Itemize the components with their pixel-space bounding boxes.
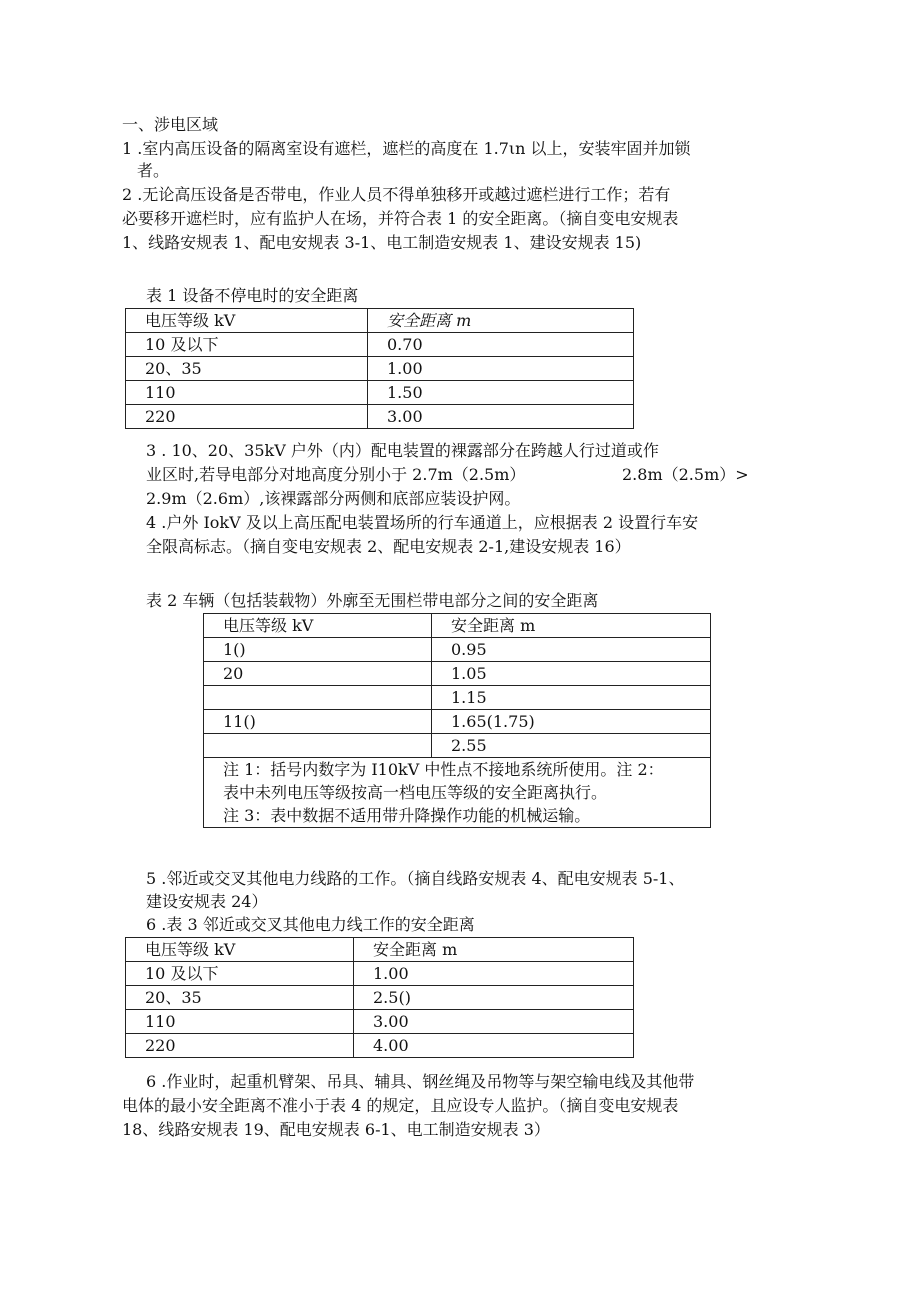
cell-voltage: 1() xyxy=(204,638,432,662)
header-distance: 安全距离 m xyxy=(432,614,711,638)
cell-voltage: 220 xyxy=(126,405,368,429)
table-header-row xyxy=(204,614,711,638)
table2 xyxy=(203,613,711,828)
item5-line1: 5 .邻近或交叉其他电力线路的工作。（摘自线路安规表 4、配电安规表 5-1、 xyxy=(146,869,685,888)
table-row xyxy=(126,333,634,357)
section-title: 一、涉电区域 xyxy=(122,115,219,134)
cell-voltage: 10 及以下 xyxy=(126,962,354,986)
cell-distance: 1.05 xyxy=(432,662,711,686)
table3-caption: 6 .表 3 邻近或交叉其他电力线工作的安全距离 xyxy=(146,915,475,934)
item4-line1: 4 .户外 IokV 及以上高压配电装置场所的行车通道上，应根据表 2 设置行车安 xyxy=(146,513,699,532)
cell-distance: 1.15 xyxy=(432,686,711,710)
table-row xyxy=(204,638,711,662)
table-notes-row xyxy=(204,758,711,828)
cell-distance: 2.55 xyxy=(432,734,711,758)
cell-voltage xyxy=(204,686,432,710)
table-row xyxy=(204,734,711,758)
table-row xyxy=(126,357,634,381)
item4-line2: 全限高标志。（摘自变电安规表 2、配电安规表 2-1,建设安规表 16） xyxy=(146,537,631,556)
item3-line1: 3 . 10、20、35kV 户外（内）配电装置的裸露部分在跨越人行过道或作 xyxy=(146,441,659,460)
item3-line2a: 业区时,若导电部分对地高度分别小于 2.7m（2.5m） xyxy=(146,465,526,484)
cell-distance: 3.00 xyxy=(368,405,634,429)
table-row xyxy=(126,381,634,405)
cell-distance: 1.65(1.75) xyxy=(432,710,711,734)
table-row xyxy=(126,1034,634,1058)
item1-line1: 1 .室内高压设备的隔离室设有遮栏，遮栏的高度在 1.7ιn 以上，安装牢固并加锁 xyxy=(122,139,691,158)
cell-voltage: 10 及以下 xyxy=(126,333,368,357)
item5-line2: 建设安规表 24） xyxy=(146,892,268,911)
cell-voltage: 110 xyxy=(126,1010,354,1034)
table-header-row xyxy=(126,309,634,333)
table1-caption: 表 1 设备不停电时的安全距离 xyxy=(146,286,359,305)
header-distance: 安全距离 m xyxy=(354,938,634,962)
table3 xyxy=(125,937,634,1058)
table-row xyxy=(204,662,711,686)
cell-voltage: 20、35 xyxy=(126,986,354,1010)
table-row xyxy=(204,710,711,734)
item3-line3: 2.9m（2.6m）,该裸露部分两侧和底部应装设护网。 xyxy=(146,489,521,508)
item6-line1: 6 .作业时，起重机臂架、吊具、辅具、钢丝绳及吊物等与架空输电线及其他带 xyxy=(146,1072,695,1091)
note-line: 注 1：括号内数字为 I10kV 中性点不接地系统所使用。注 2： xyxy=(223,760,664,779)
table2-notes xyxy=(204,758,711,828)
cell-distance: 1.00 xyxy=(368,357,634,381)
table-row xyxy=(126,962,634,986)
table-row xyxy=(126,986,634,1010)
cell-voltage: 20、35 xyxy=(126,357,368,381)
item2-line1: 2 .无论高压设备是否带电，作业人员不得单独移开或越过遮栏进行工作；若有 xyxy=(122,185,671,204)
header-distance: 安全距离 m xyxy=(368,309,634,333)
header-voltage: 电压等级 kV xyxy=(126,938,354,962)
cell-distance: 1.00 xyxy=(354,962,634,986)
cell-distance: 0.95 xyxy=(432,638,711,662)
item6-line2: 电体的最小安全距离不准小于表 4 的规定，且应设专人监护。（摘自变电安规表 xyxy=(122,1096,679,1115)
cell-voltage xyxy=(204,734,432,758)
item6-line3: 18、线路安规表 19、配电安规表 6-1、电工制造安规表 3） xyxy=(122,1120,550,1139)
table-row xyxy=(126,1010,634,1034)
table2-caption: 表 2 车辆（包括装载物）外廓至无围栏带电部分之间的安全距离 xyxy=(146,591,599,610)
cell-distance: 0.70 xyxy=(368,333,634,357)
cell-distance: 1.50 xyxy=(368,381,634,405)
table1 xyxy=(125,308,634,429)
note-line: 表中未列电压等级按高一档电压等级的安全距离执行。 xyxy=(223,783,608,802)
note-line: 注 3：表中数据不适用带升降操作功能的机械运输。 xyxy=(223,806,591,825)
cell-voltage: 110 xyxy=(126,381,368,405)
header-voltage: 电压等级 kV xyxy=(204,614,432,638)
cell-voltage: 11() xyxy=(204,710,432,734)
table-header-row xyxy=(126,938,634,962)
item2-line3: 1、线路安规表 1、配电安规表 3-1、电工制造安规表 1、建设安规表 15) xyxy=(122,233,642,252)
table-row xyxy=(204,686,711,710)
item1-line2: 者。 xyxy=(137,161,170,180)
item3-line2b: 2.8m（2.5m）> xyxy=(622,465,749,484)
cell-distance: 4.00 xyxy=(354,1034,634,1058)
table-row xyxy=(126,405,634,429)
cell-voltage: 20 xyxy=(204,662,432,686)
cell-voltage: 220 xyxy=(126,1034,354,1058)
cell-distance: 3.00 xyxy=(354,1010,634,1034)
header-voltage: 电压等级 kV xyxy=(126,309,368,333)
cell-distance: 2.5() xyxy=(354,986,634,1010)
item2-line2: 必要移开遮栏时，应有监护人在场，并符合表 1 的安全距离。（摘自变电安规表 xyxy=(122,209,679,228)
